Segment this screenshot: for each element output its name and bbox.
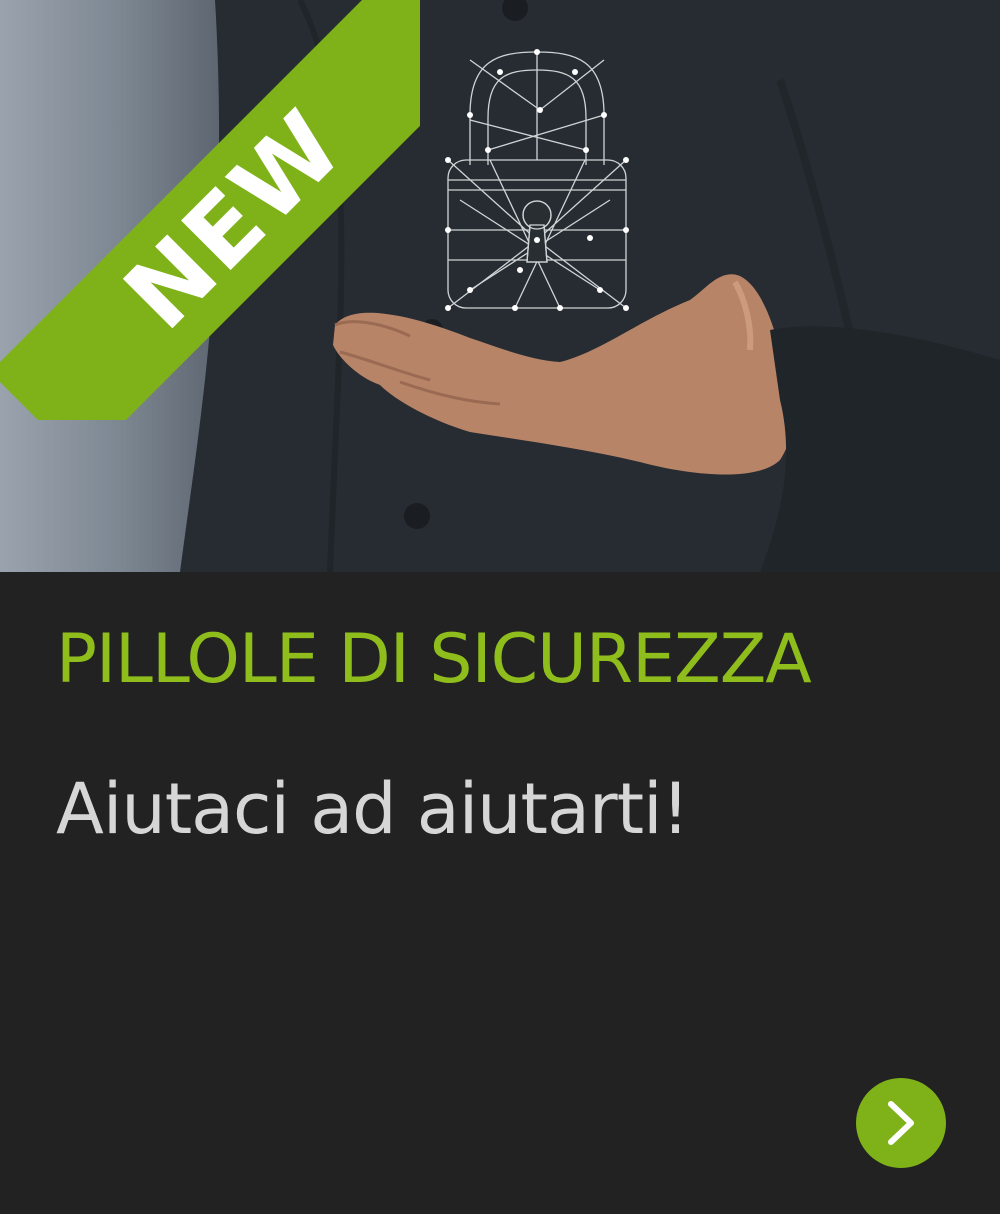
card-subtitle: Aiutaci ad aiutarti! xyxy=(56,768,689,850)
chevron-right-icon xyxy=(881,1098,921,1148)
next-button[interactable] xyxy=(856,1078,946,1168)
new-ribbon-label: NEW xyxy=(103,89,365,351)
new-ribbon-band xyxy=(0,0,420,420)
card-title: PILLOLE DI SICUREZZA xyxy=(56,620,811,699)
new-ribbon xyxy=(0,0,420,420)
